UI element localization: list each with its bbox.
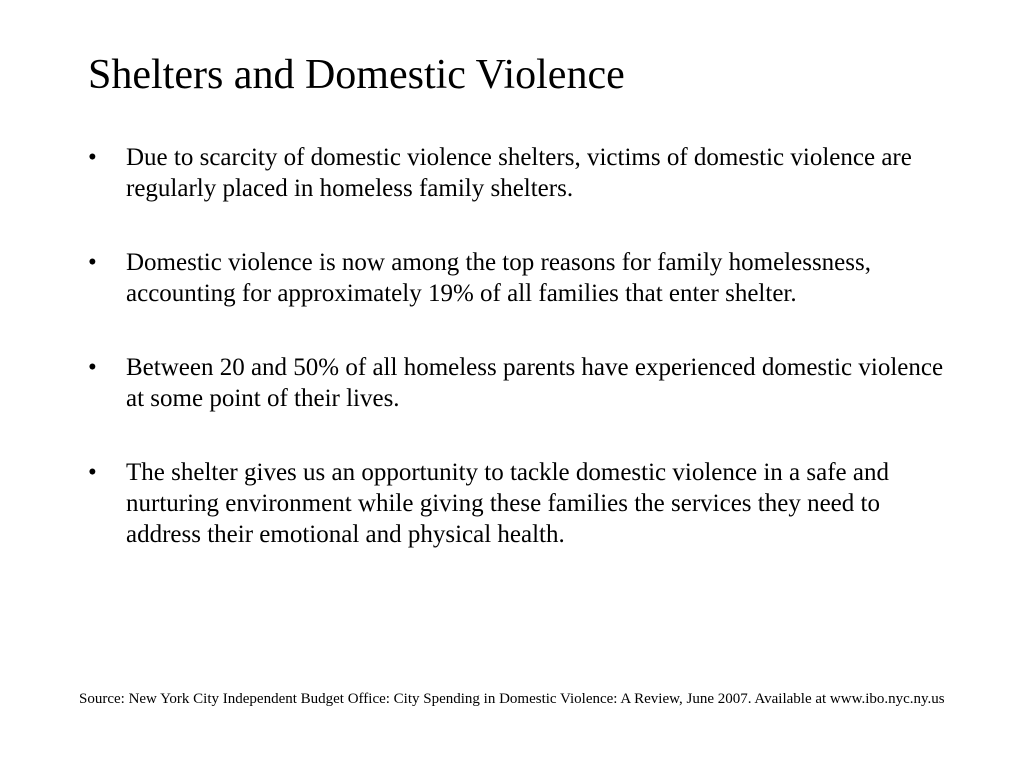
bullet-marker: •: [88, 459, 97, 486]
bullet-item: [88, 247, 948, 309]
bullet-list: [88, 142, 948, 593]
bullet-text: The shelter gives us an opportunity to tackle domestic violence in a safe and nurturing environment while giving these families the services they need to address their emotional and physical health.: [126, 459, 889, 548]
slide-title: Shelters and Domestic Violence: [88, 52, 625, 98]
bullet-text: Due to scarcity of domestic violence shelters, victims of domestic violence are regularly placed in homeless family shelters.: [126, 144, 912, 202]
bullet-marker: •: [88, 249, 97, 276]
bullet-item: [88, 457, 948, 550]
bullet-item: [88, 352, 948, 414]
source-citation: Source: New York City Independent Budget Office: City Spending in Domestic Violence: A Review, June 2007. Available at www.ibo.nyc.ny.us: [79, 691, 945, 707]
bullet-item: [88, 142, 948, 204]
bullet-text: Between 20 and 50% of all homeless parents have experienced domestic violence at some point of their lives.: [126, 354, 944, 412]
bullet-marker: •: [88, 354, 97, 381]
bullet-text: Domestic violence is now among the top reasons for family homelessness, accounting for approximately 19% of all families that enter shelter.: [126, 249, 871, 307]
bullet-marker: •: [88, 144, 97, 171]
